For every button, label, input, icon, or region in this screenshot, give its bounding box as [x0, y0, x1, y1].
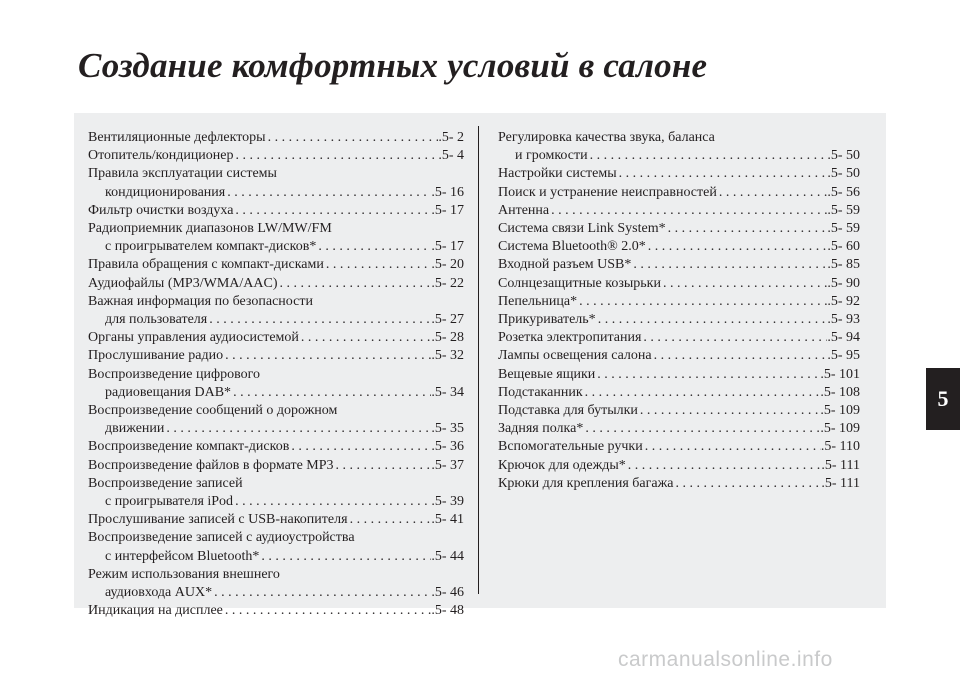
chapter-tab[interactable] [926, 368, 960, 430]
toc-entry-title: кондиционирования [105, 184, 226, 200]
toc-entry-title: радиовещания DAB* [105, 384, 232, 400]
toc-entry[interactable] [88, 566, 464, 602]
dot-leader [595, 366, 820, 384]
toc-page-number: .5- 39 [431, 494, 464, 510]
dot-leader [643, 438, 821, 456]
toc-entry-title: Отопитель/кондиционер [88, 148, 234, 164]
toc-entry-title: Режим использования внешнего [88, 566, 280, 582]
dot-leader [717, 184, 827, 202]
toc-entry-title: Входной разъем USB* [498, 257, 632, 273]
toc-entry-title: Крюки для крепления багажа [498, 475, 674, 491]
toc-entry-title: Индикация на дисплее [88, 603, 223, 619]
dot-leader [596, 311, 828, 329]
toc-entry-title: Подстаканник [498, 384, 583, 400]
toc-entry-title: с проигрывателя iPod [105, 494, 234, 510]
toc-page-number: .5- 17 [431, 239, 464, 255]
toc-entry-title: Розетка электропитания [498, 330, 642, 346]
dot-leader [661, 275, 827, 293]
toc-page-number: .5- 111 [821, 475, 860, 491]
toc-page-number: .5- 94 [827, 330, 860, 346]
toc-entry[interactable] [498, 129, 860, 165]
toc-entry-title: Фильтр очистки воздуха [88, 202, 234, 218]
toc-entry[interactable] [498, 402, 860, 420]
toc-page-number: .5- 50 [827, 166, 860, 182]
toc-column-left [88, 129, 464, 620]
toc-entry[interactable] [88, 366, 464, 402]
toc-entry[interactable] [88, 457, 464, 475]
toc-entry[interactable] [88, 347, 464, 365]
dot-leader [223, 347, 431, 365]
toc-entry-title: Органы управления аудиосистемой [88, 330, 299, 346]
dot-leader [266, 129, 439, 147]
toc-entry-title: Правила обращения с компакт-дисками [88, 257, 324, 273]
toc-entry-title: Пепельница* [498, 293, 578, 309]
toc-entry-title: Воспроизведение сообщений о дорожном [88, 403, 338, 419]
toc-page-number: .5- 59 [827, 202, 860, 218]
toc-page-number: .5- 2 [438, 130, 464, 145]
toc-entry[interactable] [498, 275, 860, 293]
toc-entry-title: Прослушивание записей с USB-накопителя [88, 512, 348, 528]
toc-page-number: .5- 37 [431, 457, 464, 473]
toc-entry-title: Правила эксплуатации системы [88, 166, 277, 182]
toc-page-number: .5- 109 [820, 403, 860, 419]
toc-entry[interactable] [88, 438, 464, 456]
toc-entry-title: с проигрывателем компакт-дисков* [105, 239, 317, 255]
toc-entry-title: Солнцезащитные козырьки [498, 275, 661, 291]
toc-entry-title: Воспроизведение записей [88, 475, 243, 491]
dot-leader [225, 184, 431, 202]
dot-leader [638, 402, 820, 420]
dot-leader [666, 220, 828, 238]
toc-entry[interactable] [88, 165, 464, 201]
dot-leader [646, 238, 828, 256]
dot-leader [299, 329, 431, 347]
toc-page-number: .5- 48 [431, 603, 464, 619]
dot-leader [626, 457, 822, 475]
toc-entry-title: движении [105, 421, 165, 437]
toc-entry[interactable] [498, 165, 860, 183]
toc-page-number: .5- 92 [827, 293, 860, 309]
toc-entry[interactable] [88, 256, 464, 274]
dot-leader [278, 275, 432, 293]
toc-entry[interactable] [498, 457, 860, 475]
toc-page-number: .5- 59 [827, 221, 860, 237]
dot-leader [673, 475, 821, 493]
toc-entry-title: Система Bluetooth® 2.0* [498, 239, 646, 255]
dot-leader [588, 147, 828, 165]
toc-entry[interactable] [498, 420, 860, 438]
toc-entry-title: Задняя полка* [498, 421, 584, 437]
toc-entry[interactable] [498, 238, 860, 256]
toc-page-number: .5- 110 [820, 439, 860, 455]
toc-entry-title: Крючок для одежды* [498, 457, 626, 473]
toc-page-number: .5- 85 [827, 257, 860, 273]
toc-entry-title: Воспроизведение цифрового [88, 366, 260, 382]
toc-entry-title: Воспроизведение компакт-дисков [88, 439, 290, 455]
toc-entry-title: аудиовхода AUX* [105, 585, 213, 601]
toc-page-number: .5- 22 [431, 275, 464, 291]
toc-entry[interactable] [88, 602, 464, 620]
toc-entry[interactable] [498, 438, 860, 456]
toc-entry[interactable] [498, 256, 860, 274]
toc-page-number: .5- 41 [431, 512, 464, 528]
toc-entry-title: Вспомогательные ручки [498, 439, 643, 455]
toc-entry-title: и громкости [515, 148, 588, 164]
dot-leader [207, 311, 431, 329]
toc-entry-title: Регулировка качества звука, баланса [498, 130, 715, 145]
toc-entry-title: Вентиляционные дефлекторы [88, 130, 266, 145]
toc-entry-title: Настройки системы [498, 166, 617, 182]
toc-page-number: .5- 90 [827, 275, 860, 291]
toc-entry-title: Прикуриватель* [498, 312, 596, 328]
toc-page-number: .5- 56 [827, 184, 860, 200]
toc-page-number: .5- 16 [431, 184, 464, 200]
toc-entry[interactable] [498, 366, 860, 384]
dot-leader [583, 384, 821, 402]
toc-page-number: .5- 108 [820, 384, 860, 400]
toc-page-number: .5- 36 [431, 439, 464, 455]
toc-page-number: .5- 93 [827, 312, 860, 328]
toc-entry-title: Воспроизведение записей с аудиоустройства [88, 530, 355, 546]
toc-entry-title: Важная информация по безопасности [88, 293, 313, 309]
toc-entry-title: Подставка для бутылки [498, 403, 638, 419]
dot-leader [617, 165, 828, 183]
toc-entry[interactable] [88, 529, 464, 565]
dot-leader [212, 584, 431, 602]
toc-entry[interactable] [88, 329, 464, 347]
dot-leader [348, 511, 432, 529]
chapter-number: 5 [937, 386, 949, 411]
toc-page-number: .5- 28 [431, 330, 464, 346]
dot-leader [577, 293, 827, 311]
dot-leader [231, 384, 431, 402]
toc-entry-title: Вещевые ящики [498, 366, 596, 382]
toc-entry-title: Воспроизведение файлов в формате MP3 [88, 457, 334, 473]
toc-entry-title: Аудиофайлы (MP3/WMA/AAC) [88, 275, 278, 291]
dot-leader [233, 202, 431, 220]
toc-entry[interactable] [88, 511, 464, 529]
toc-entry[interactable] [498, 475, 860, 493]
dot-leader [583, 420, 820, 438]
dot-leader [324, 256, 431, 274]
toc-entry[interactable] [498, 220, 860, 238]
toc-entry-title: Прослушивание радио [88, 348, 224, 364]
toc-entry[interactable] [88, 220, 464, 256]
toc-entry[interactable] [498, 311, 860, 329]
toc-entry[interactable] [88, 293, 464, 329]
toc-entry[interactable] [88, 129, 464, 147]
dot-leader [641, 329, 827, 347]
toc-entry[interactable] [498, 384, 860, 402]
dot-leader [233, 493, 431, 511]
toc-entry[interactable] [498, 347, 860, 365]
toc-entry[interactable] [88, 202, 464, 220]
toc-entry-title: Антенна [498, 202, 550, 218]
dot-leader [334, 457, 432, 475]
toc-entry[interactable] [88, 475, 464, 511]
page-title: Создание комфортных условий в салоне [78, 46, 708, 85]
toc-page-number: .5- 35 [431, 421, 464, 437]
toc-entry-title: для пользователя [105, 312, 208, 328]
toc-page-number: .5- 101 [820, 366, 860, 382]
toc-page-number: .5- 4 [438, 148, 464, 164]
dot-leader [259, 548, 431, 566]
toc-entry[interactable] [498, 329, 860, 347]
toc-entry-title: Лампы освещения салона [498, 348, 652, 364]
dot-leader [223, 602, 431, 620]
toc-entry-title: с интерфейсом Bluetooth* [105, 548, 260, 564]
toc-page-number: .5- 109 [820, 421, 860, 437]
toc-entry[interactable] [498, 184, 860, 202]
toc-entry-title: Поиск и устранение неисправностей [498, 184, 717, 200]
dot-leader [652, 347, 828, 365]
dot-leader [316, 238, 431, 256]
toc-entry[interactable] [88, 275, 464, 293]
toc-entry[interactable] [88, 402, 464, 438]
dot-leader [234, 147, 439, 165]
toc-page-number: .5- 111 [821, 457, 860, 473]
dot-leader [631, 256, 827, 274]
toc-page-number: .5- 34 [431, 384, 464, 400]
dot-leader [289, 438, 431, 456]
toc-page-number: .5- 27 [431, 312, 464, 328]
toc-entry[interactable] [88, 147, 464, 165]
toc-entry[interactable] [498, 202, 860, 220]
toc-page-number: .5- 20 [431, 257, 464, 273]
toc-page-number: .5- 17 [431, 202, 464, 218]
toc-page-number: .5- 44 [431, 548, 464, 564]
toc-page-number: .5- 32 [431, 348, 464, 364]
toc-page-number: .5- 60 [827, 239, 860, 255]
toc-page-number: .5- 46 [431, 585, 464, 601]
toc-entry-title: Система связи Link System* [498, 221, 666, 237]
toc-page-number: .5- 95 [827, 348, 860, 364]
toc-entry[interactable] [498, 293, 860, 311]
dot-leader [549, 202, 827, 220]
watermark: carmanualsonline.info [618, 648, 833, 671]
toc-page-number: .5- 50 [827, 148, 860, 164]
column-divider [478, 126, 479, 594]
toc-entry-title: Радиоприемник диапазонов LW/MW/FM [88, 221, 332, 237]
toc-column-right [498, 129, 860, 493]
dot-leader [164, 420, 431, 438]
